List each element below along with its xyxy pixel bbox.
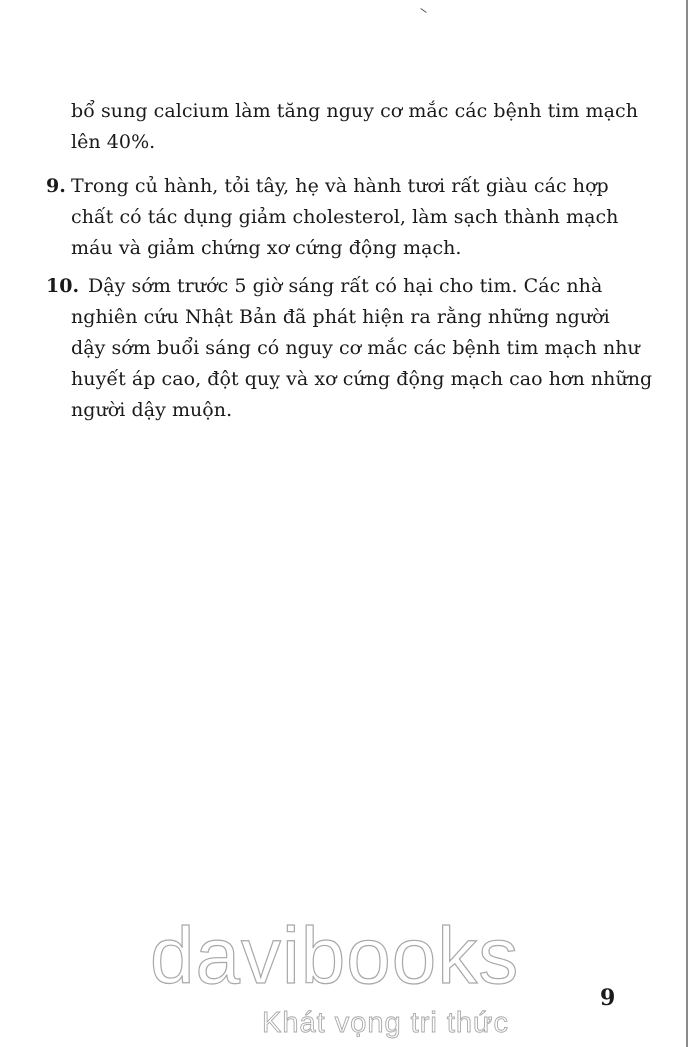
list-item-10-line-1: Dậy sớm trước 5 giờ sáng rất có hại cho tim. Các nhà [88, 275, 603, 297]
continuation-line-2: lên 40%. [71, 131, 156, 153]
list-item-10-line-3: dậy sớm buổi sáng có nguy cơ mắc các bệnh tim mạch như [71, 337, 640, 359]
list-item-10-line-5: người dậy muộn. [71, 399, 233, 421]
continuation-line-1: bổ sung calcium làm tăng nguy cơ mắc các bệnh tim mạch [71, 100, 638, 122]
list-item-10-line-2: nghiên cứu Nhật Bản đã phát hiện ra rằng những người [71, 306, 610, 328]
page-number: 9 [600, 985, 616, 1011]
list-item-number-9: 9. [46, 175, 66, 197]
watermark-slogan: Khát vọng tri thức [262, 1007, 509, 1039]
list-item-number-10: 10. [46, 275, 80, 297]
watermark-logo: davibooks [150, 911, 520, 1000]
list-item-10-line-4: huyết áp cao, đột quỵ và xơ cứng động mạch cao hơn những [71, 368, 653, 390]
list-item-9-line-1: Trong củ hành, tỏi tây, hẹ và hành tươi rất giàu các hợp [71, 175, 609, 197]
page-edge [686, 0, 688, 1047]
list-item-9-line-3: máu và giảm chứng xơ cứng động mạch. [71, 237, 462, 259]
scan-mark [420, 8, 426, 13]
list-item-9-line-2: chất có tác dụng giảm cholesterol, làm sạch thành mạch [71, 206, 619, 228]
